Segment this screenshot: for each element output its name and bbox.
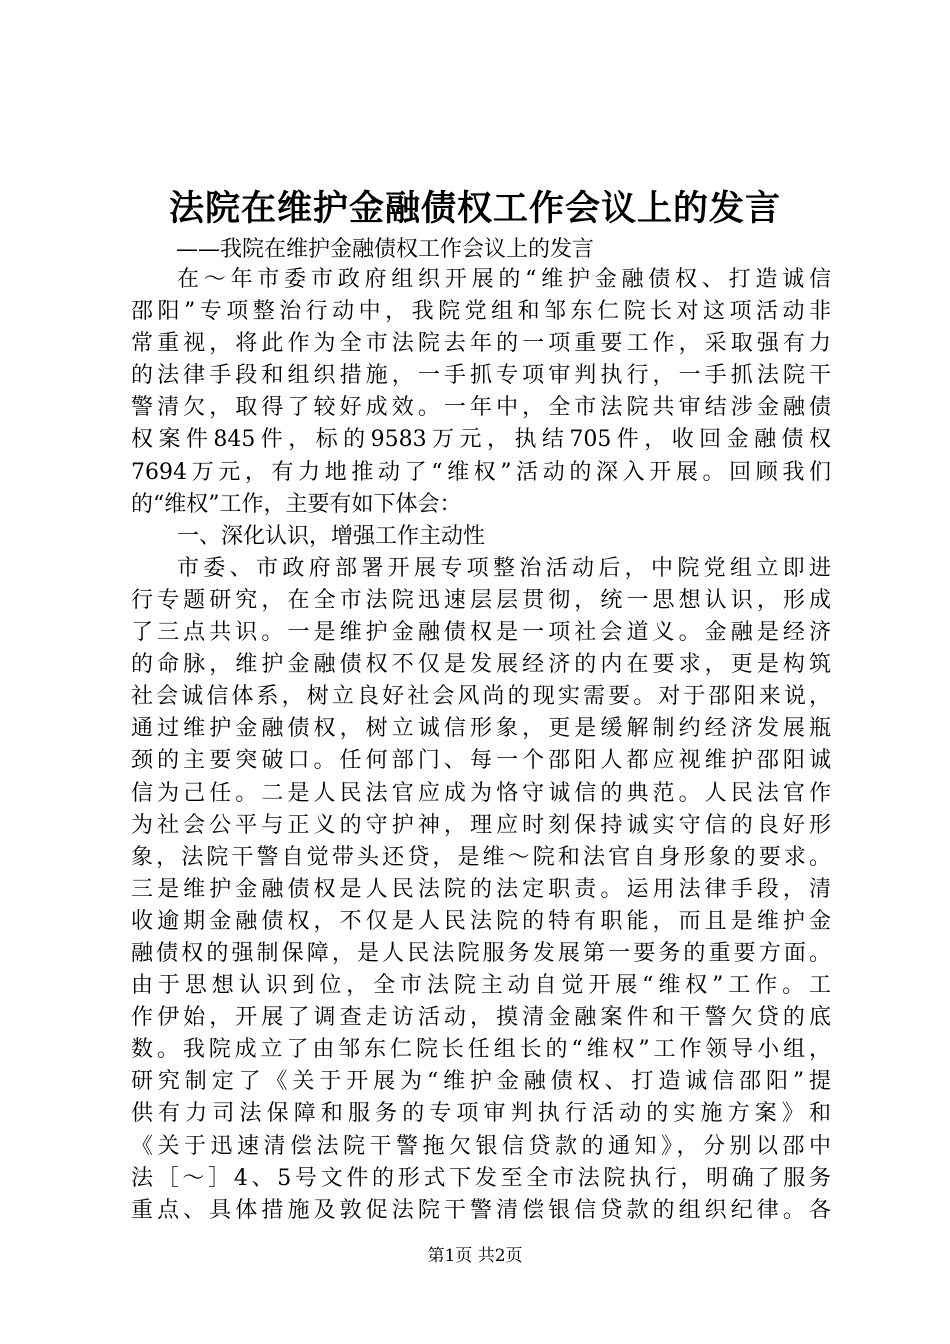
body-line: 融债权的强制保障，是人民法院服务发展第一要务的重要方面。 xyxy=(131,940,831,966)
section-heading: 一、深化认识，增强工作主动性 xyxy=(177,523,486,549)
body-line: 权案件845件，标的9583万元，执结705件，收回金融债权 xyxy=(131,427,831,453)
body-line: 研究制定了《关于开展为“维护金融债权、打造诚信邵阳”提 xyxy=(131,1069,831,1095)
body-line: 作伊始，开展了调查走访活动，摸清金融案件和干警欠贷的底 xyxy=(131,1005,831,1031)
document-body xyxy=(131,264,831,1227)
body-line: 在～年市委市政府组织开展的“维护金融债权、打造诚信 xyxy=(177,267,831,292)
body-line: 的“维权”工作，主要有如下体会： xyxy=(131,491,462,517)
document-title: 法院在维护金融债权工作会议上的发言 xyxy=(168,188,781,229)
body-line: 信为己任。二是人民法官应成为恪守诚信的典范。人民法官作 xyxy=(131,780,831,806)
body-line: 警清欠，取得了较好成效。一年中，全市法院共审结涉金融债 xyxy=(131,395,831,421)
document-subtitle: ——我院在维护金融债权工作会议上的发言 xyxy=(176,237,595,262)
body-line: 供有力司法保障和服务的专项审判执行活动的实施方案》和 xyxy=(131,1101,831,1127)
body-line: 三是维护金融债权是人民法院的法定职责。运用法律手段，清 xyxy=(131,876,831,902)
body-line: 7694万元，有力地推动了“维权”活动的深入开展。回顾我们 xyxy=(131,459,831,485)
body-line: 重点、具体措施及敦促法院干警清偿银信贷款的组织纪律。各 xyxy=(131,1197,831,1223)
body-line: 为社会公平与正义的守护神，理应时刻保持诚实守信的良好形 xyxy=(131,812,831,838)
body-line: 的法律手段和组织措施，一手抓专项审判执行，一手抓法院干 xyxy=(131,363,831,389)
body-line: 通过维护金融债权，树立诚信形象，更是缓解制约经济发展瓶 xyxy=(131,716,831,742)
body-line: 邵阳”专项整治行动中，我院党组和邹东仁院长对这项活动非 xyxy=(131,299,831,325)
body-line: 的命脉，维护金融债权不仅是发展经济的内在要求，更是构筑 xyxy=(131,652,831,678)
body-line: 了三点共识。一是维护金融债权是一项社会道义。金融是经济 xyxy=(131,620,831,646)
body-line: 常重视，将此作为全市法院去年的一项重要工作，采取强有力 xyxy=(131,331,831,357)
body-line: 颈的主要突破口。任何部门、每一个邵阳人都应视维护邵阳诚 xyxy=(131,748,831,774)
body-line: 由于思想认识到位，全市法院主动自觉开展“维权”工作。工 xyxy=(131,973,831,999)
body-line: 法［～］4、5号文件的形式下发至全市法院执行，明确了服务 xyxy=(131,1165,831,1191)
body-line: 《关于迅速清偿法院干警拖欠银信贷款的通知》，分别以邵中 xyxy=(131,1133,831,1159)
body-line: 数。我院成立了由邹东仁院长任组长的“维权”工作领导小组， xyxy=(131,1037,831,1063)
body-line: 市委、市政府部署开展专项整治活动后，中院党组立即进 xyxy=(177,555,831,581)
body-line: 社会诚信体系，树立良好社会风尚的现实需要。对于邵阳来说， xyxy=(131,684,831,710)
page-number-footer: 第1页 共2页 xyxy=(427,1246,523,1266)
body-line: 行专题研究，在全市法院迅速层层贯彻，统一思想认识，形成 xyxy=(131,587,831,613)
body-line: 象，法院干警自觉带头还贷，是维～院和法官自身形象的要求。 xyxy=(131,844,831,870)
body-line: 收逾期金融债权，不仅是人民法院的特有职能，而且是维护金 xyxy=(131,908,831,934)
